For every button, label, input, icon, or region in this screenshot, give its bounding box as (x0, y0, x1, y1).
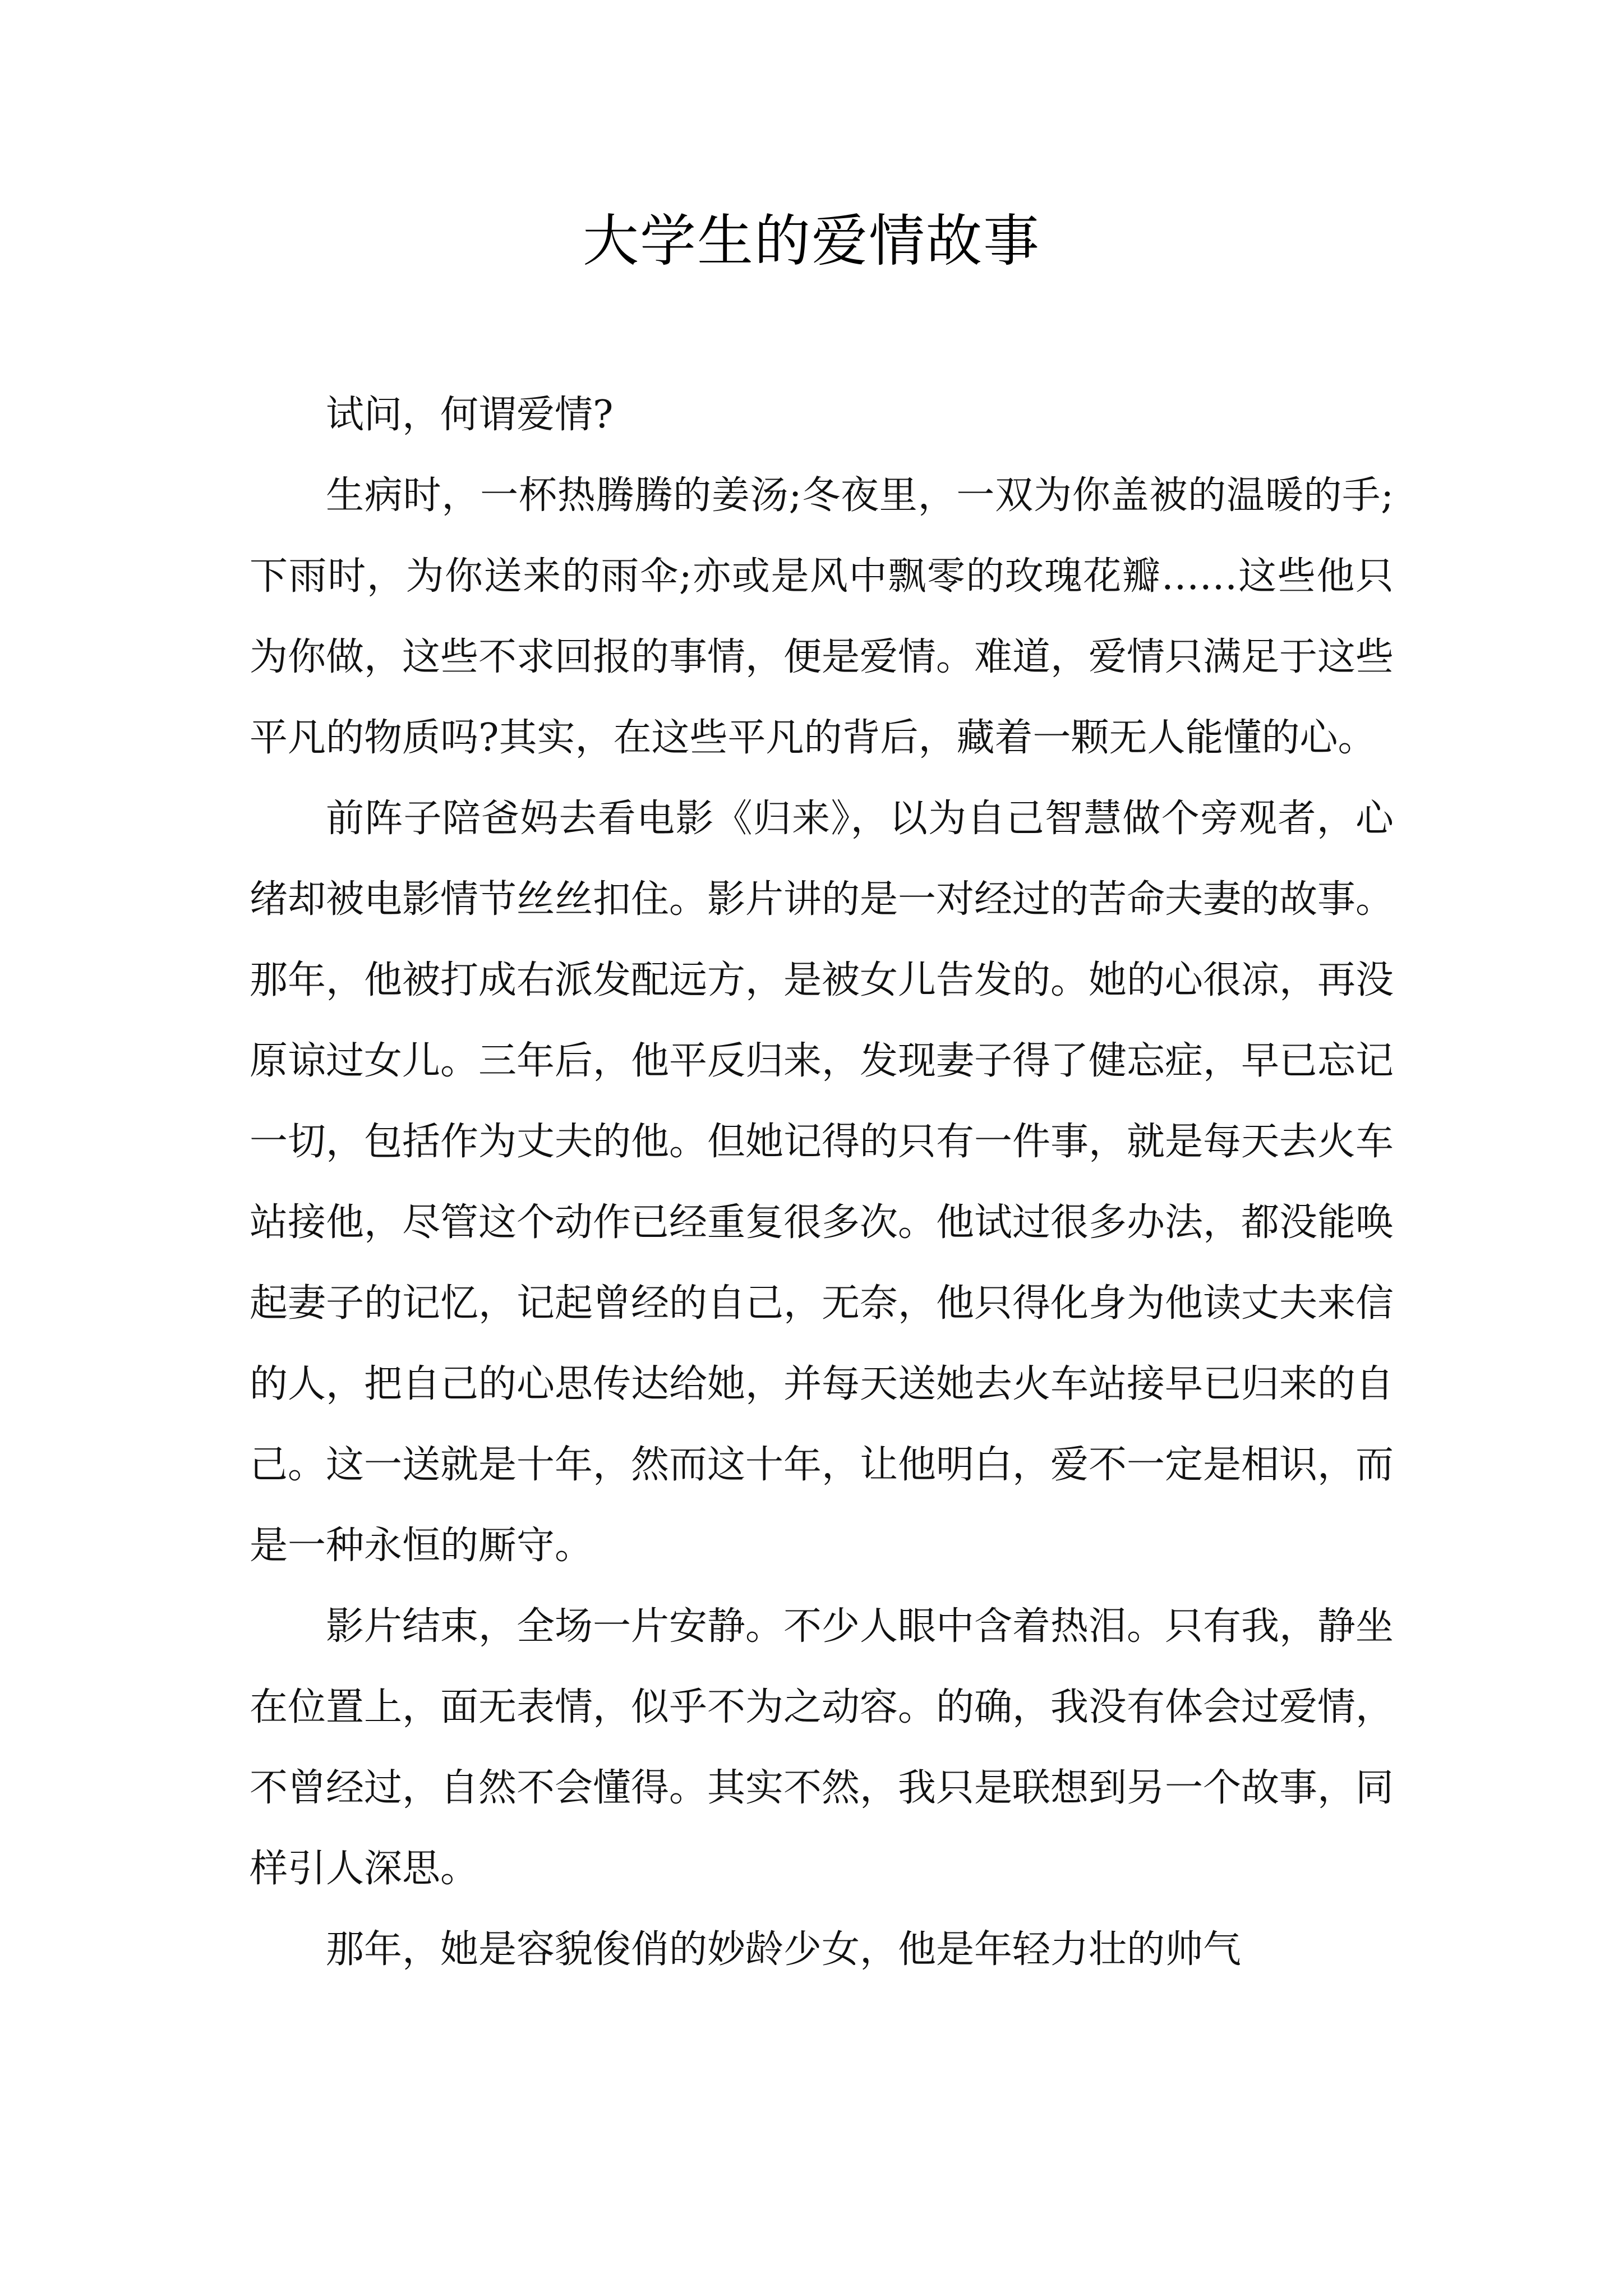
paragraph: 生病时，一杯热腾腾的姜汤;冬夜里，一双为你盖被的温暖的手;下雨时，为你送来的雨伞;亦或是风中飘零的玫瑰花瓣……这些他只为你做，这些不求回报的事情，便是爱情。难道，爱情只满足于这些平凡的物质吗?其实，在这些平凡的背后，藏着一颗无人能懂的心。 (250, 473, 1394, 760)
paragraph: 影片结束，全场一片安静。不少人眼中含着热泪。只有我，静坐在位置上，面无表情，似乎不为之动容。的确，我没有体会过爱情，不曾经过，自然不会懂得。其实不然，我只是联想到另一个故事，同样引人深思。 (250, 1604, 1394, 1891)
paragraph: 那年，她是容貌俊俏的妙龄少女，他是年轻力壮的帅气 (326, 1927, 1242, 1972)
paragraph: 试问，何谓爱情? (326, 393, 614, 437)
document-title: 大学生的爱情故事 (583, 208, 1040, 274)
document-body (250, 375, 1394, 1990)
paragraph: 前阵子陪爸妈去看电影《归来》，以为自己智慧做个旁观者，心绪却被电影情节丝丝扣住。影片讲的是一对经过的苦命夫妻的故事。那年，他被打成右派发配远方，是被女儿告发的。她的心很凉，再没原谅过女儿。三年后，他平反归来，发现妻子得了健忘症，早已忘记一切，包括作为丈夫的他。但她记得的只有一件事，就是每天去火车站接他，尽管这个动作已经重复很多次。他试过很多办法，都没能唤起妻子的记忆，记起曾经的自己，无奈，他只得化身为他读丈夫来信的人，把自己的心思传达给她，并每天送她去火车站接早已归来的自己。这一送就是十年，然而这十年，让他明白，爱不一定是相识，而是一种永恒的厮守。 (250, 797, 1394, 1568)
